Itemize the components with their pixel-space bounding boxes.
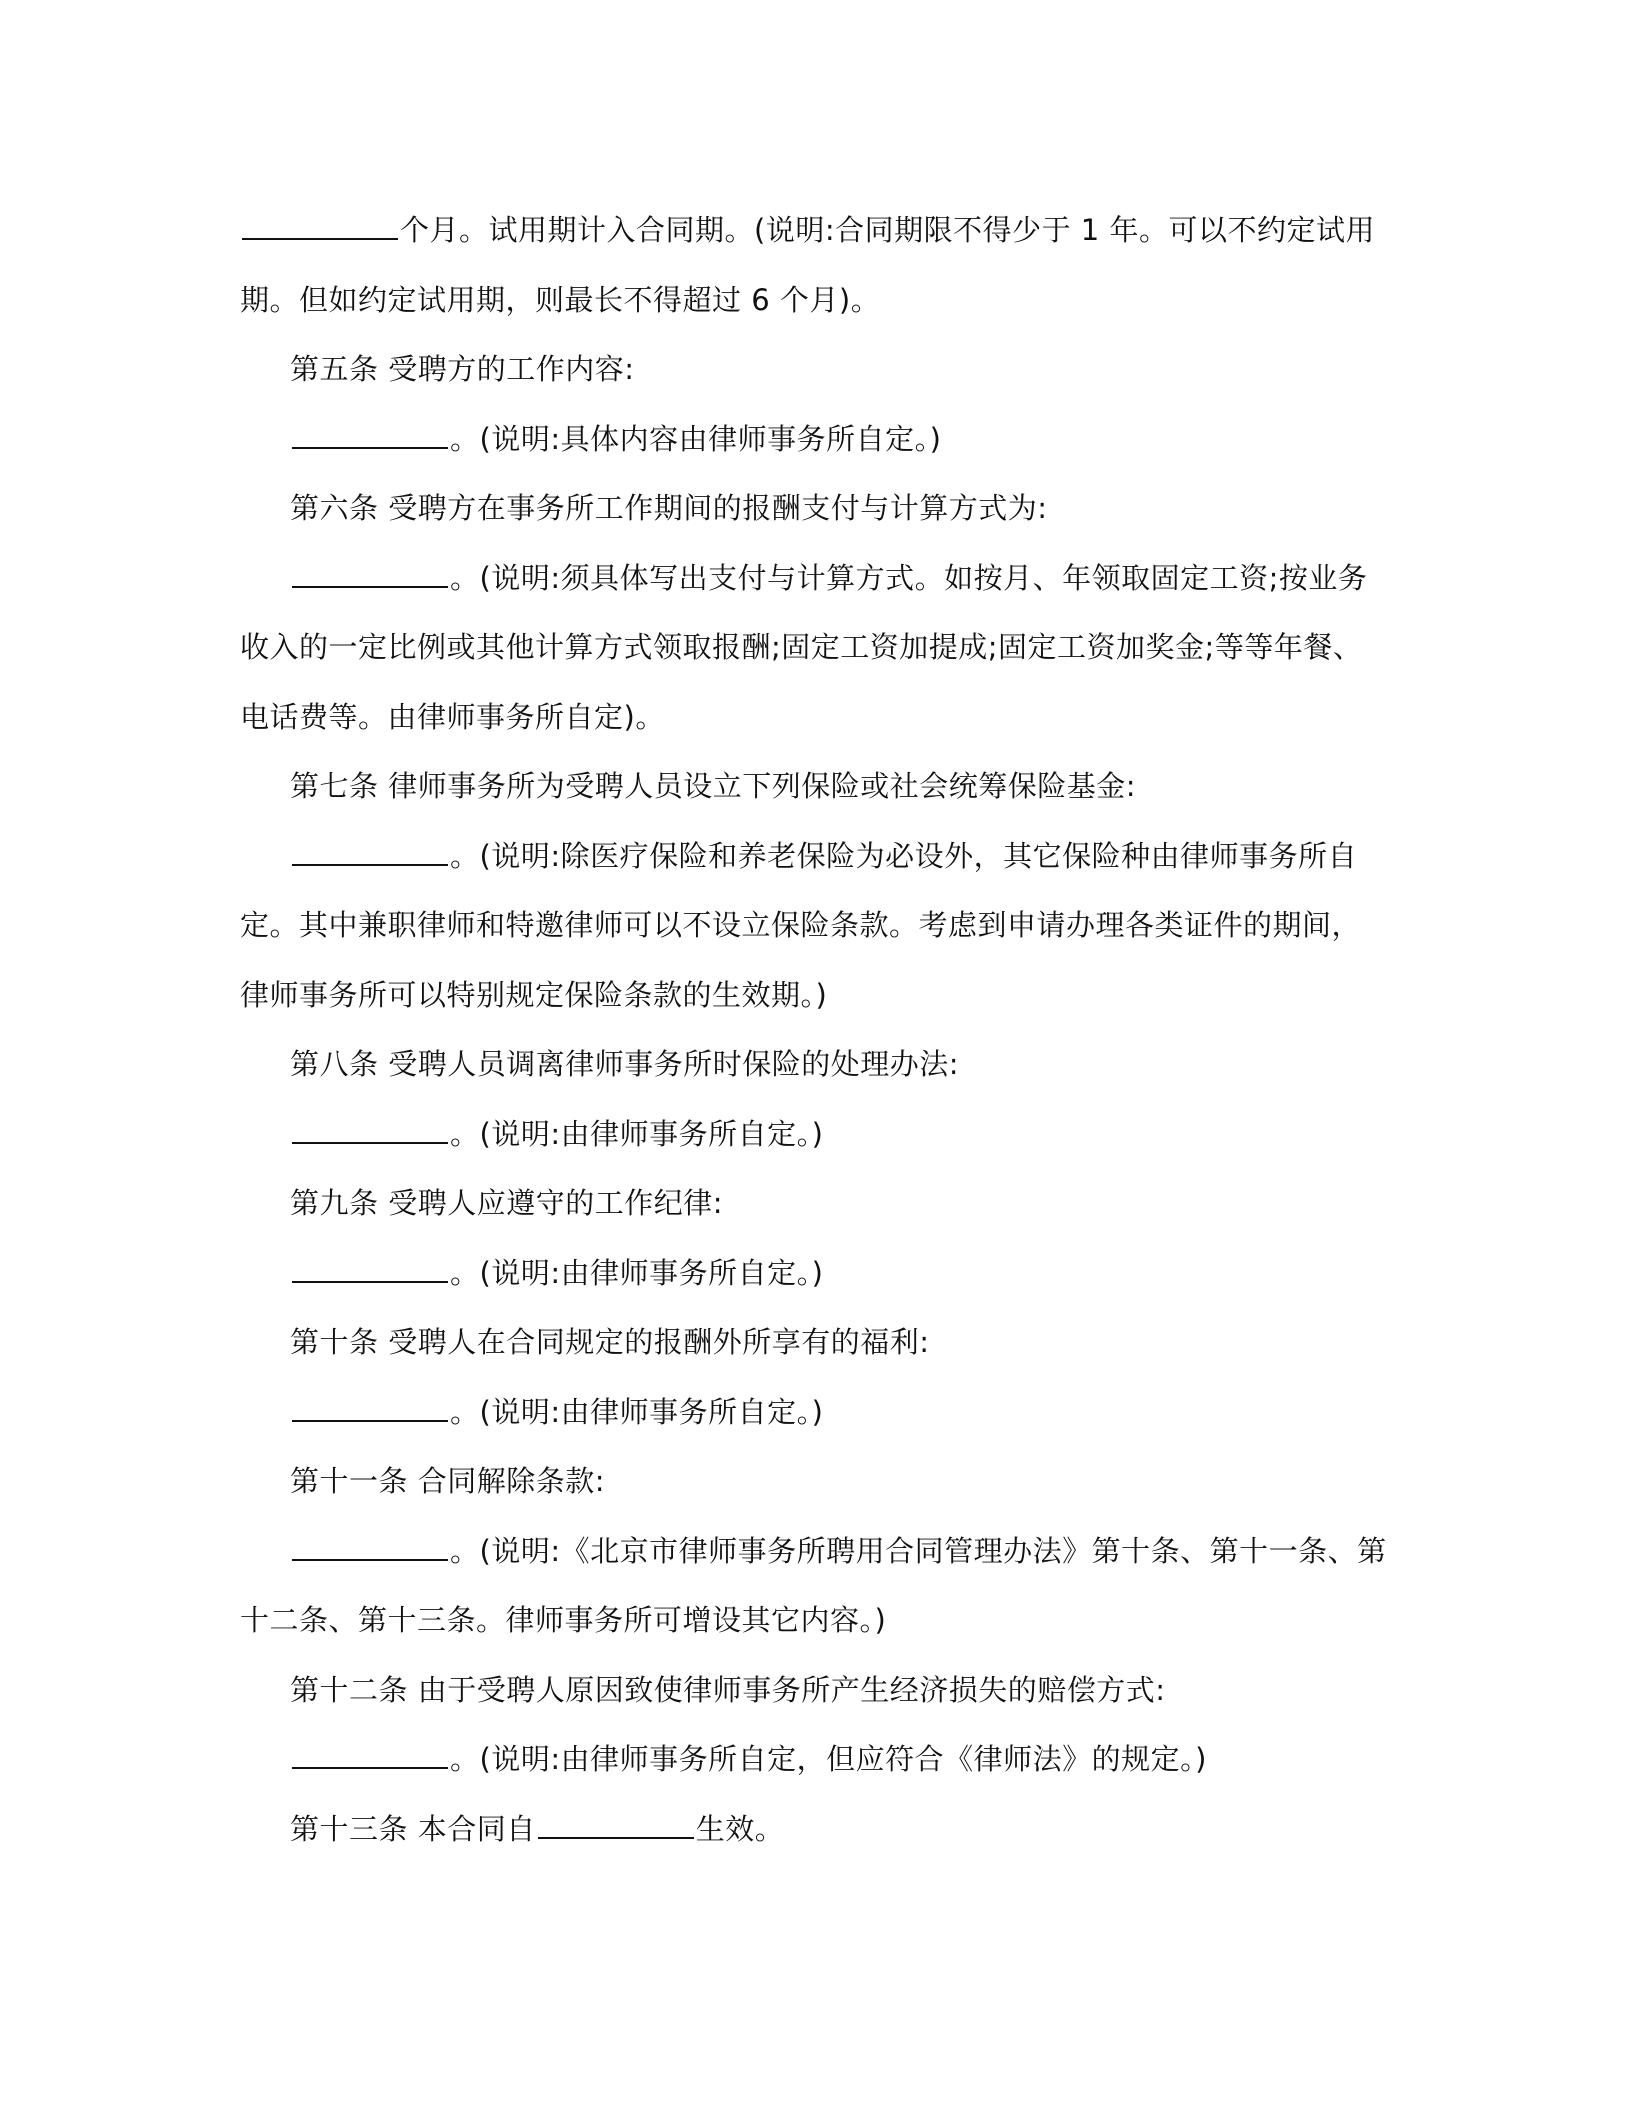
fill-blank[interactable] (292, 585, 448, 588)
fill-blank[interactable] (292, 863, 448, 866)
article-9-heading: 第九条 受聘人应遵守的工作纪律: (290, 1186, 723, 1220)
article-8-content: 。(说明:由律师事务所自定。) (240, 1100, 1390, 1170)
article-8-heading: 第八条 受聘人员调离律师事务所时保险的处理办法: (290, 1047, 959, 1081)
fill-blank[interactable] (242, 237, 398, 240)
document-body (240, 196, 1390, 1864)
article-13-heading: 第十三条 本合同自 生效。 (290, 1811, 785, 1846)
fill-blank[interactable] (292, 1558, 448, 1561)
fill-blank[interactable] (292, 1141, 448, 1144)
article-6-heading: 第六条 受聘方在事务所工作期间的报酬支付与计算方式为: (290, 491, 1048, 525)
fill-blank[interactable] (538, 1836, 694, 1839)
article-7-content: 。(说明:除医疗保险和养老保险为必设外，其它保险种由律师事务所自定。其中兼职律师和特邀律师可以不设立保险条款。考虑到申请办理各类证件的期间，律师事务所可以特别规定保险条款的生效期。) (240, 838, 1362, 1012)
article-9-content: 。(说明:由律师事务所自定。) (240, 1239, 1390, 1309)
article-6-content: 。(说明:须具体写出支付与计算方式。如按月、年领取固定工资;按业务收入的一定比例或其他计算方式领取报酬;固定工资加提成;固定工资加奖金;等等年餐、电话费等。由律师事务所自定)。 (240, 560, 1368, 734)
article-5-content: 。(说明:具体内容由律师事务所自定。) (240, 405, 1390, 475)
fill-blank[interactable] (292, 446, 448, 449)
article-11-content: 。(说明:《北京市律师事务所聘用合同管理办法》第十条、第十一条、第十二条、第十三条。律师事务所可增设其它内容。) (240, 1533, 1387, 1637)
fill-blank[interactable] (292, 1280, 448, 1283)
paragraph-probation-note: 个月。试用期计入合同期。(说明:合同期限不得少于 1 年。可以不约定试用期。但如约定试用期，则最长不得超过 6 个月)。 (240, 213, 1375, 317)
article-12-content: 。(说明:由律师事务所自定，但应符合《律师法》的规定。) (240, 1725, 1390, 1795)
fill-blank[interactable] (292, 1419, 448, 1422)
article-10-content: 。(说明:由律师事务所自定。) (240, 1378, 1390, 1448)
article-12-heading: 第十二条 由于受聘人原因致使律师事务所产生经济损失的赔偿方式: (290, 1672, 1166, 1707)
fill-blank[interactable] (292, 1766, 448, 1769)
article-7-heading: 第七条 律师事务所为受聘人员设立下列保险或社会统筹保险基金: (290, 769, 1136, 803)
article-5-heading: 第五条 受聘方的工作内容: (290, 352, 635, 386)
article-11-heading: 第十一条 合同解除条款: (290, 1464, 605, 1498)
article-10-heading: 第十条 受聘人在合同规定的报酬外所享有的福利: (290, 1325, 930, 1359)
